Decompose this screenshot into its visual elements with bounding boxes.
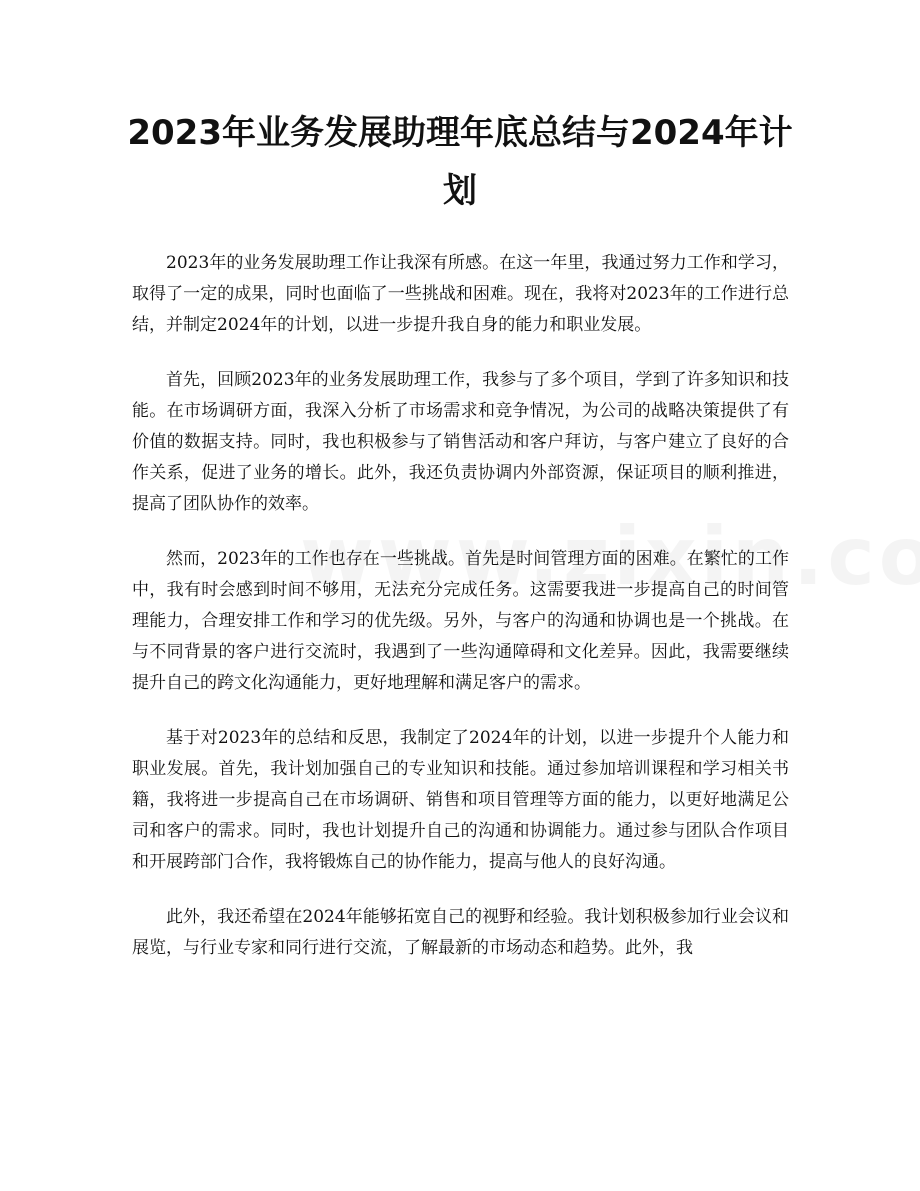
paragraph-1: 2023年的业务发展助理工作让我深有所感。在这一年里，我通过努力工作和学习，取得了一定的成果，同时也面临了一些挑战和困难。现在，我将对2023年的工作进行总结，并制定2024年的计划，以进一步提升我自身的能力和职业发展。: [132, 253, 789, 336]
document-body: [132, 248, 789, 987]
paragraph-5: 此外，我还希望在2024年能够拓宽自己的视野和经验。我计划积极参加行业会议和展览，与行业专家和同行进行交流，了解最新的市场动态和趋势。此外，我: [132, 906, 789, 958]
paragraph-3: 然而，2023年的工作也存在一些挑战。首先是时间管理方面的困难。在繁忙的工作中，我有时会感到时间不够用，无法充分完成任务。这需要我进一步提高自己的时间管理能力，合理安排工作和学习的优先级。另外，与客户的沟通和协调也是一个挑战。在与不同背景的客户进行交流时，我遇到了一些沟通障碍和文化差异。因此，我需要继续提升自己的跨文化沟通能力，更好地理解和满足客户的需求。: [132, 548, 789, 694]
document-title: 2023年业务发展助理年底总结与2024年计划: [127, 113, 793, 211]
paragraph-4: 基于对2023年的总结和反思，我制定了2024年的计划，以进一步提升个人能力和职业发展。首先，我计划加强自己的专业知识和技能。通过参加培训课程和学习相关书籍，我将进一步提高自己在市场调研、销售和项目管理等方面的能力，以更好地满足公司和客户的需求。同时，我也计划提升自己的沟通和协调能力。通过参与团队合作项目和开展跨部门合作，我将锻炼自己的协作能力，提高与他人的良好沟通。: [132, 727, 789, 873]
paragraph-2: 首先，回顾2023年的业务发展助理工作，我参与了多个项目，学到了许多知识和技能。在市场调研方面，我深入分析了市场需求和竞争情况，为公司的战略决策提供了有价值的数据支持。同时，我也积极参与了销售活动和客户拜访，与客户建立了良好的合作关系，促进了业务的增长。此外，我还负责协调内外部资源，保证项目的顺利推进，提高了团队协作的效率。: [132, 369, 789, 515]
